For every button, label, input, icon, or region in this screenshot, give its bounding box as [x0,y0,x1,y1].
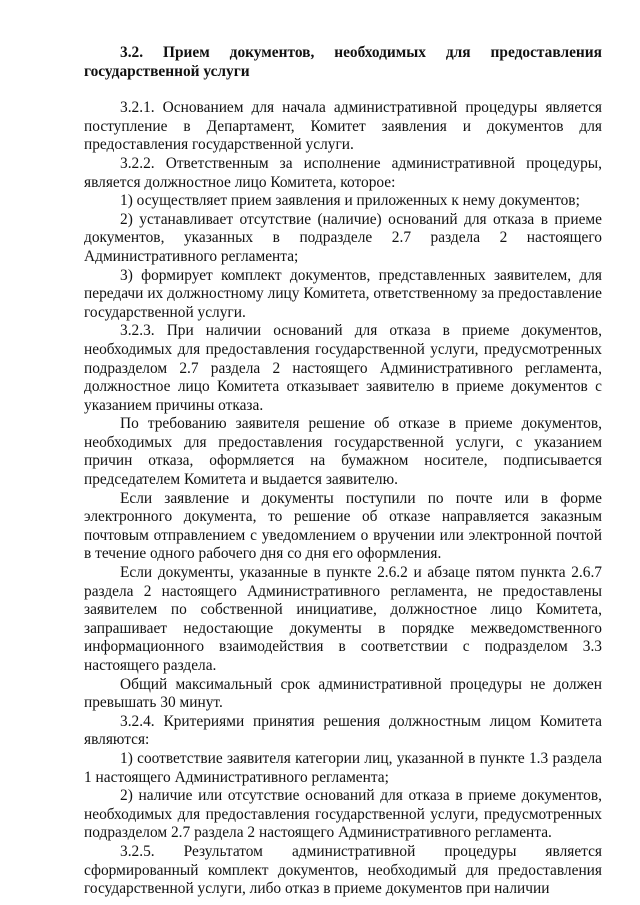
document-page [84,44,602,899]
list-item-2: 2) устанавливает отсутствие (наличие) оснований для отказа в приеме документов, указанных в подразделе 2.7 раздела 2 настоящего Административного регламента; [84,210,602,265]
list-item-1: 1) осуществляет прием заявления и приложенных к нему документов; [120,192,580,210]
paragraph-postal-refusal: Если заявление и документы поступили по почте или в форме электронного документа, то решение об отказе направляется заказным почтовым отправлением с уведомлением о вручении или электронной почтой в течение одного рабочего дня со дня его оформления. [84,489,602,563]
section-heading: 3.2. Прием документов, необходимых для предоставления государственной услуги [84,44,602,80]
paragraph-3-2-3: 3.2.3. При наличии оснований для отказа в приеме документов, необходимых для предоставления государственной услуги, предусмотренных подразделом 2.7 раздела 2 настоящего Административного регламента, должностное лицо Комитета отказывает заявителю в приеме документов с указанием причины отказа. [84,322,602,414]
paragraph-3-2-4: 3.2.4. Критериями принятия решения должностным лицом Комитета являются: [84,712,602,749]
paragraph-max-duration: Общий максимальный срок административной процедуры не должен превышать 30 минут. [84,675,602,712]
paragraph-refusal-request: По требованию заявителя решение об отказе в приеме документов, необходимых для предоставления государственной услуги, с указанием причин отказа, оформляется на бумажном носителе, подписывается председателем Комитета и выдается заявителю. [84,415,602,489]
paragraph-3-2-1: 3.2.1. Основанием для начала административной процедуры является поступление в Департамент, Комитет заявления и документов для предоставления государственной услуги. [84,99,602,154]
criteria-item-2: 2) наличие или отсутствие оснований для отказа в приеме документов, необходимых для предоставления государственной услуги, предусмотренных подразделом 2.7 раздела 2 настоящего Административного регламента. [84,787,602,842]
criteria-item-1: 1) соответствие заявителя категории лиц, указанной в пункте 1.3 раздела 1 настоящего Административного регламента; [84,749,602,786]
paragraph-interagency-request: Если документы, указанные в пункте 2.6.2 и абзаце пятом пункта 2.6.7 раздела 2 настоящего Административного регламента, не предоставлены заявителем по собственной инициативе, должностное лицо Комитета, запрашивает недостающие документы в порядке межведомственного информационного взаимодействия в соответствии с подразделом 3.3 настоящего раздела. [84,564,602,674]
paragraph-3-2-5: 3.2.5. Результатом административной процедуры является сформированный комплект документов, необходимый для предоставления государственной услуги, либо отказ в приеме документов при наличии [84,842,602,898]
list-item-3: 3) формирует комплект документов, представленных заявителем, для передачи их должностному лицу Комитета, ответственному за предоставление государственной услуги. [84,266,602,321]
paragraph-3-2-2: 3.2.2. Ответственным за исполнение административной процедуры, является должностное лицо Комитета, которое: [84,154,602,191]
